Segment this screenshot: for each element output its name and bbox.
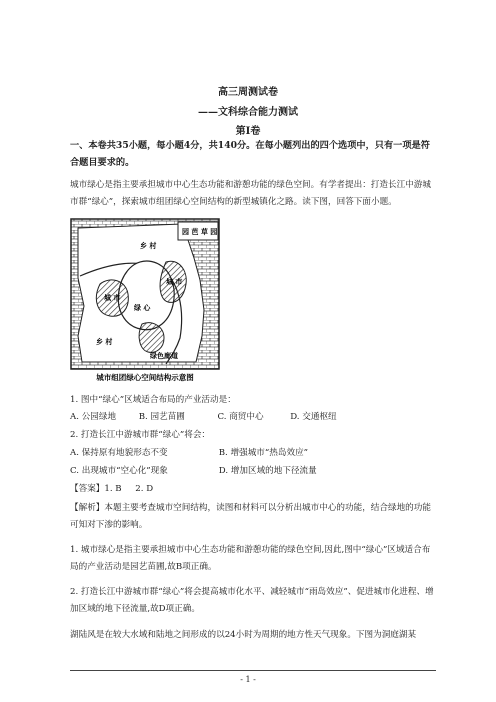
- label-city-right: 城 市: [166, 278, 183, 286]
- figure-caption: 城市组团绿心空间结构示意图: [96, 373, 194, 382]
- question-2-stem: 2. 打造长江中游城市群“绿心”将会：: [70, 430, 211, 440]
- green-heart-figure: [70, 218, 220, 384]
- page-title: 高三周测试卷: [218, 87, 278, 98]
- label-village-bl: 乡 村: [96, 338, 113, 346]
- page-number: - 1 -: [240, 675, 256, 684]
- question-2-options-row1: [70, 446, 308, 458]
- q1-option-d[interactable]: D. 交通枢纽: [290, 412, 337, 422]
- label-industrial: 园 芭 草 园: [182, 228, 218, 236]
- q2-option-a[interactable]: A. 保持原有地貌形态不变: [70, 448, 168, 458]
- q1-option-a[interactable]: A. 公园绿地: [70, 412, 117, 422]
- analysis-paragraph-2: 1. 城市绿心是指主要承担城市中心生态功能和游憩功能的绿色空间,因此,图中“绿心”区域适合布局的产业活动是园艺苗圃,故B项正确。: [70, 545, 431, 572]
- page-subtitle: ——文科综合能力测试: [198, 107, 298, 118]
- analysis-paragraph-3: 2. 打造长江中游城市群“绿心”将会提高城市化水平、减轻城市“雨岛效应”、促进城市化进程、增加区域的地下径流量,故D项正确。: [70, 587, 434, 614]
- label-city-left: 城 市: [104, 294, 121, 302]
- question-1-options: [70, 410, 337, 422]
- intro-paragraph: 城市绿心是指主要承担城市中心生态功能和游憩功能的绿色空间。有学者提出：打造长江中游城市群“绿心”，探索城市组团绿心空间结构的新型城镇化之路。读下图，回答下面小题。: [70, 180, 431, 207]
- footer-divider: [70, 670, 436, 671]
- analysis-paragraph-1: 【解析】本题主要考查城市空间结构，读图和材料可以分析出城市中心的功能，结合绿地的功能可知对下渗的影响。: [70, 503, 431, 530]
- part-title: 第Ⅰ卷: [235, 126, 261, 137]
- q1-option-b[interactable]: B. 园艺苗圃: [138, 412, 185, 422]
- question-2-options-row2: [70, 464, 317, 476]
- q1-option-c[interactable]: C. 商贸中心: [217, 412, 264, 422]
- label-green-corridor: 绿色廊道: [150, 352, 178, 360]
- q2-option-c[interactable]: C. 出现城市“空心化”现象: [70, 466, 168, 476]
- question-1-stem: 1. 图中“绿心”区域适合布局的产业活动是：: [70, 395, 236, 405]
- analysis-paragraph-4: 湖陆风是在较大水域和陆地之间形成的以24小时为周期的地方性天气现象。下图为洞庭湖某: [70, 630, 417, 640]
- answer-line: 【答案】1. B 2. D: [70, 484, 154, 494]
- label-village-tl: 乡 村: [140, 242, 157, 250]
- q2-option-b[interactable]: B. 增强城市“热岛效应”: [218, 448, 309, 458]
- label-green-heart: 绿 心: [134, 304, 151, 312]
- section-instruction: 一、本卷共35小题，每小题4分，共140分。在每小题列出的四个选项中，只有一项是符合题目要求的。: [70, 140, 430, 168]
- city-bottom-area: [139, 323, 164, 353]
- q2-option-d[interactable]: D. 增加区域的地下径流量: [218, 466, 317, 476]
